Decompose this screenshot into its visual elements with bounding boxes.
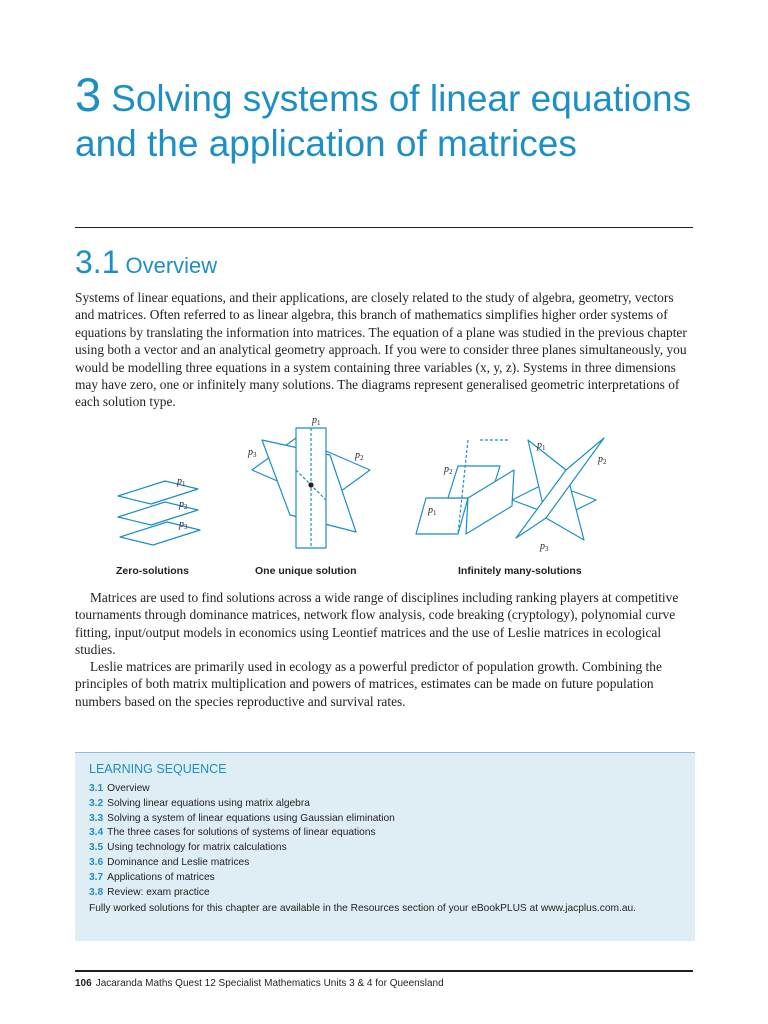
- learning-sequence-list: [89, 782, 395, 900]
- matrices-paragraph: Matrices are used to find solutions across a wide range of disciplines including ranking players at competitive tournaments through dominance matrices, network flow analysis, code breaking (cryptology), polynomial curve fitting, input/output models in economics using Leontief matrices and the use of Leslie matrices in ecological studies.: [75, 590, 679, 658]
- footer-divider: [75, 970, 693, 972]
- section-title: Overview: [125, 253, 218, 278]
- list-item: 3.7 Applications of matrices: [89, 871, 215, 883]
- list-item: 3.2 Solving linear equations using matrix algebra: [89, 797, 310, 809]
- caption-zero-solutions: Zero-solutions: [116, 565, 189, 577]
- label-unique-p2: $p_2$: [355, 450, 364, 462]
- list-item: 3.8 Review: exam practice: [89, 886, 210, 898]
- label-zero-p1: $p_1$: [177, 476, 186, 488]
- caption-unique-solution: One unique solution: [255, 565, 357, 577]
- list-item: 3.1 Overview: [89, 783, 150, 794]
- page-number: 106: [75, 978, 92, 989]
- label-star-p2: $p_2$: [598, 454, 607, 466]
- label-unique-p3: $p_3$: [248, 447, 257, 459]
- label-book-p2: $p_2$: [444, 464, 453, 476]
- caption-infinite-solutions: Infinitely many-solutions: [458, 565, 582, 577]
- list-item: 3.4 The three cases for solutions of systems of linear equations: [89, 827, 376, 839]
- learning-sequence-title: LEARNING SEQUENCE: [89, 762, 227, 776]
- leslie-paragraph: Leslie matrices are primarily used in ecology as a powerful predictor of population growth. Combining the principles of both matrix multiplication and powers of matrices, estimates can be made on future population numbers based on the species reproductive and survival rates.: [75, 659, 662, 709]
- section-number: 3.1: [75, 244, 120, 280]
- chapter-title-text: Solving systems of linear equations and the application of matrices: [75, 78, 692, 164]
- intersection-point: [308, 482, 313, 487]
- label-star-p3: $p_3$: [540, 541, 549, 553]
- label-unique-p1: $p_1$: [312, 415, 321, 427]
- label-zero-p3: $p_3$: [179, 519, 188, 531]
- label-book-p1: $p_1$: [428, 505, 437, 517]
- list-item: 3.6 Dominance and Leslie matrices: [89, 856, 250, 868]
- chapter-number: 3: [75, 68, 102, 121]
- parallel-plane-3: [120, 522, 200, 545]
- list-item: 3.5 Using technology for matrix calculations: [89, 842, 287, 854]
- intro-paragraph: Systems of linear equations, and their applications, are closely related to the study of algebra, geometry, vectors and matrices. Often referred to as linear algebra, this branch of mathematics simplifies higher order systems of equations by translating the information into matrices. The equation of a plane was studied in the previous chapter using both a vector and an analytical geometry approach. If you were to consider three planes simultaneously, you would be modelling three equations in a system containing three variables (x, y, z). Systems in three dimensions may have zero, one or infinitely many solutions. The diagrams represent generalised geometric interpretations of each solution type.: [75, 290, 687, 410]
- label-zero-p2: $p_2$: [179, 499, 188, 511]
- list-item: 3.3 Solving a system of linear equations using Gaussian elimination: [89, 812, 395, 824]
- page-footer: [75, 978, 444, 989]
- solutions-note: Fully worked solutions for this chapter are available in the Resources section of your eBookPLUS at www.jacplus.com.au.: [89, 903, 636, 914]
- label-star-p1: $p_1$: [537, 440, 546, 452]
- parallel-plane-1: [118, 481, 198, 504]
- book-title: Jacaranda Maths Quest 12 Specialist Mathematics Units 3 & 4 for Queensland: [95, 978, 444, 989]
- learning-sequence-box: [75, 752, 695, 941]
